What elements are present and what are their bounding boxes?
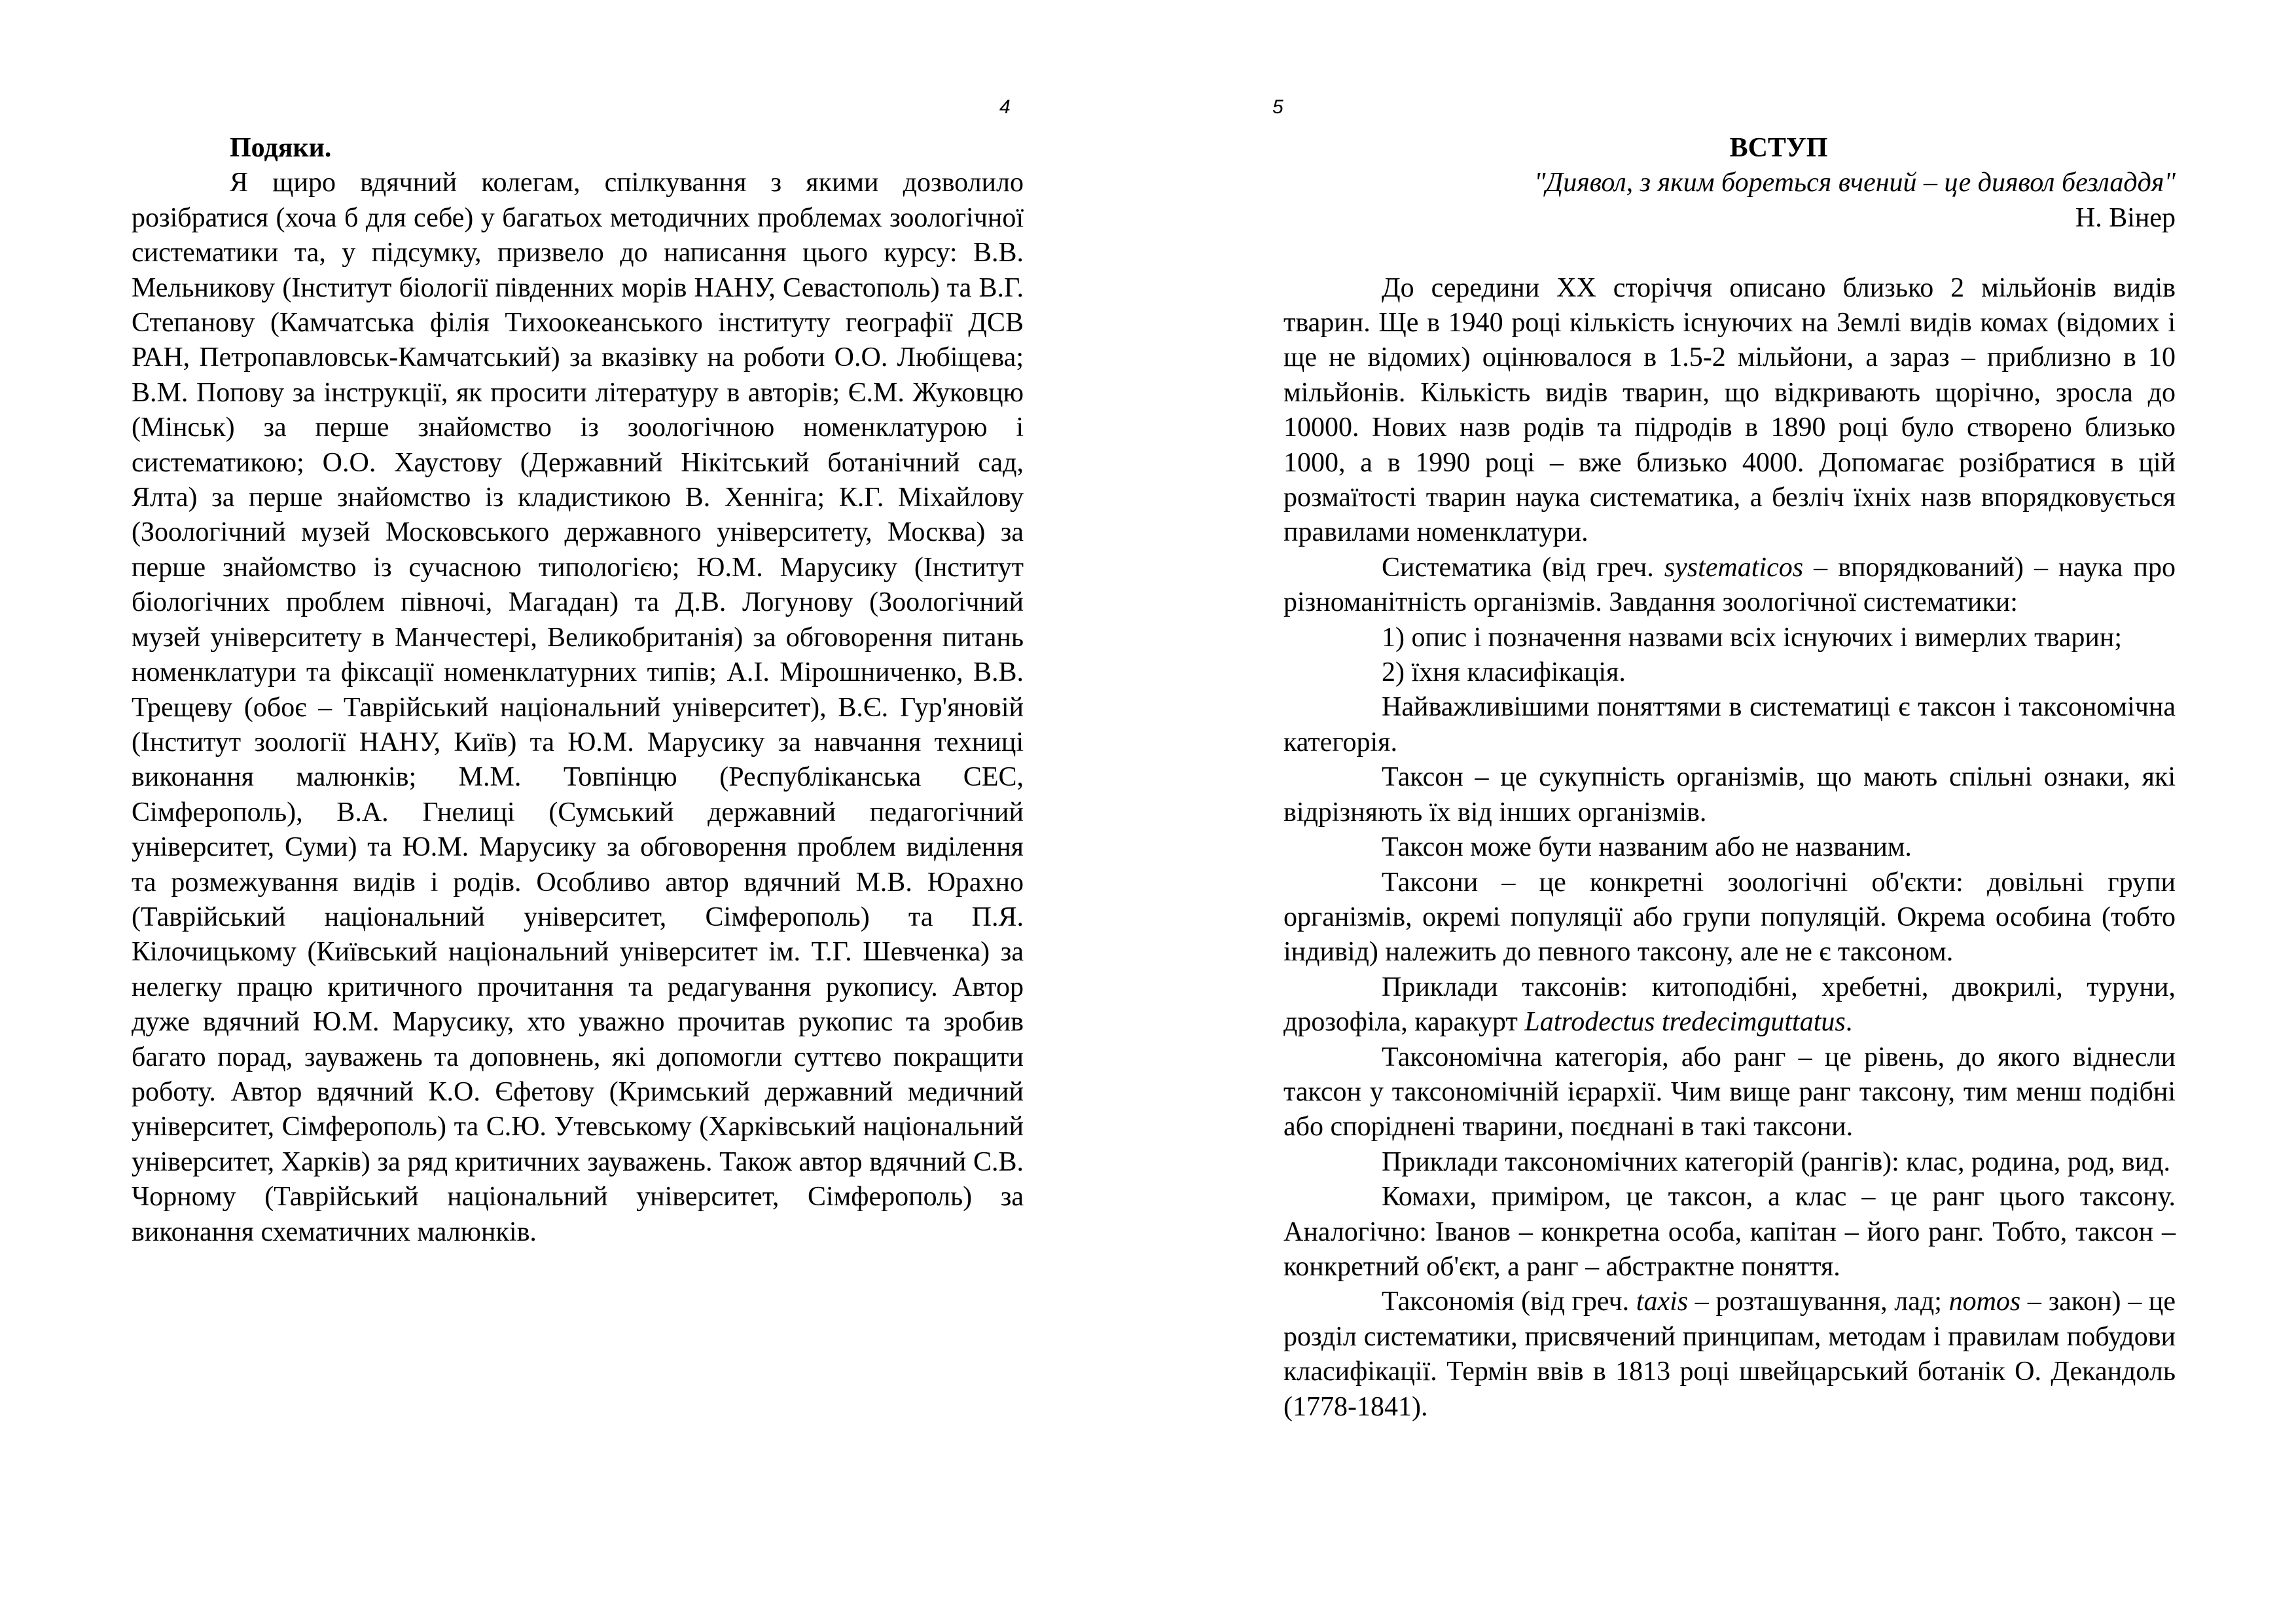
paragraph (1283, 1285, 2176, 1425)
latin-term: Latrodectus tredecimguttatus (1524, 1007, 1846, 1038)
section-heading: Подяки. (230, 133, 332, 163)
page-number: 5 (1272, 96, 1283, 118)
acknowledgements-paragraph: Я щиро вдячний колегам, спілкування з якими дозволило розібратися (хоча б для себе) у багатьох методичних проблемах зоологічної систематики та, у підсумку, призвело до написання цього курсу: В.В. Мельникову (Інститут біології південних морів НАНУ, Севастополь) та В.Г. Степанову (Камчатська філія Тихоокеанського інституту географії ДСВ РАН, Петропавловськ-Камчатський) за вказівку на роботи О.О. Любіщева; В.М. Попову за інструкції, як просити літературу в авторів; Є.М. Жуковцю (Мінськ) за перше знайомство із зоологічною номенклатурою і систематикою; О.О. Хаустову (Державний Нікітський ботанічний сад, Ялта) за перше знайомство із кладистикою В. Хенніга; К.Г. Міхайлову (Зоологічний музей Московського державного університету, Москва) за перше знайомство із сучасною типологією; Ю.М. Марусику (Інститут біологічних проблем півночі, Магадан) та Д.В. Логунову (Зоологічний музей університету в Манчестері, Великобританія) за обговорення питань номенклатури та фіксації номенклатурних типів; А.І. Мірошниченко, В.В. Трещеву (обоє – Таврійський національний університет), В.Є. Гур'яновій (Інститут зоології НАНУ, Київ) та Ю.М. Марусику за навчання техниці виконання малюнків; М.М. Товпінцю (Республіканська СЕС, Сімферополь), В.А. Гнелиці (Сумський державний педагогічний університет, Суми) та Ю.М. Марусику за обговорення проблем виділення та розмежування видів і родів. Особливо автор вдячний М.В. Юрахно (Таврійський національний університет, Сімферополь) та П.Я. Кілочицькому (Київський національний університет ім. Т.Г. Шевченка) за нелегку працю критичного прочитання та редагування рукопису. Автор дуже вдячний Ю.М. Марусику, хто уважно прочитав рукопис та зробив багато порад, зауважень та доповнень, які допомогли суттєво покращити роботу. Автор вдячний К.О. Єфетову (Кримський державний медичний університет, Сімферополь) та С.Ю. Утевському (Харківський національний університет, Харків) за ряд критичних зауважень. Також автор вдячний С.В. Чорному (Таврійський національний університет, Сімферополь) за виконання схематичних малюнків. (132, 168, 1024, 1247)
section-heading: ВСТУП (1729, 133, 1828, 163)
paragraph: Таксони – це конкретні зоологічні об'єкти: довільні групи організмів, окремі популяції або групи популяцій. Окрема особина (тобто індивід) належить до певного таксону, але не є таксоном. (1283, 867, 2176, 968)
paragraph: Таксон може бути названим або не названим. (1382, 832, 1912, 863)
paragraph: Найважливішими поняттями в систематиці є таксон і таксономічна категорія. (1283, 692, 2176, 757)
latin-term: nomos (1948, 1286, 2021, 1317)
text-run: Систематика (від греч. (1382, 552, 1664, 583)
paragraph: Таксономічна категорія, або ранг – це рівень, до якого віднесли таксон у таксономічній ієрархії. Чим вище ранг таксону, тим менш подібні або споріднені тварини, поєднані в такі таксони. (1283, 1042, 2176, 1142)
epigraph-quote: "Диявол, з яким бореться вчений – це диявол безладдя" (1534, 168, 2176, 198)
left-page (0, 0, 1139, 1623)
paragraph (1283, 970, 2176, 1040)
paragraph: Комахи, приміром, це таксон, а клас – це ранг цього таксону. Аналогічно: Іванов – конкретна особа, капітан – його ранг. Тобто, таксон – конкретний об'єкт, а ранг – абстрактне поняття. (1283, 1182, 2176, 1282)
paragraph: Таксон – це сукупність організмів, що мають спільні ознаки, які відрізняють їх від інших організмів. (1283, 762, 2176, 828)
page-number: 4 (999, 96, 1011, 118)
list-item: 1) опис і позначення назвами всіх існуючих і вимерлих тварин; (1382, 622, 2123, 653)
text-run: – впорядкований) – наука про різноманітність організмів. Завдання зоологічної систематики: (1283, 552, 2176, 618)
text-block (1283, 131, 2176, 1425)
list-item: 2) їхня класифікація. (1382, 657, 1626, 688)
spacer (1283, 236, 2176, 270)
text-run: – закон) – це розділ систематики, присвячений принципам, методам і правилам побудови класифікації. Термін ввів в 1813 році швейцарський ботанік О. Декандоль (1778-1841). (1283, 1286, 2176, 1422)
paragraph (1283, 551, 2176, 621)
text-run: . (1845, 1007, 1853, 1038)
paragraph: Приклади таксономічних категорій (рангів): клас, родина, род, вид. (1382, 1146, 2171, 1177)
right-page (1148, 0, 2287, 1623)
latin-term: taxis (1636, 1286, 1689, 1317)
text-run: Приклади таксонів: китоподібні, хребетні, двокрилі, туруни, дрозофіла, каракурт (1283, 972, 2176, 1038)
latin-term: systematicos (1664, 552, 1804, 583)
epigraph-author: Н. Вінер (2075, 202, 2176, 233)
paragraph: До середини XX сторіччя описано близько 2 мільйонів видів тварин. Ще в 1940 році кількість існуючих на Землі видів комах (відомих і ще не відомих) оцінювалося в 1.5-2 мільйони, а зараз – приблизно в 10 мільйонів. Кількість видів тварин, що відкривають щорічно, зросла до 10000. Нових назв родів та підродів в 1890 році було створено близько 1000, а в 1990 році – вже близько 4000. Допомагає розібратися в цій розмаїтості тварин наука систематика, а безліч їхніх назв впорядковується правилами номенклатури. (1283, 272, 2176, 548)
text-block (132, 131, 1024, 1250)
text-run: Таксономія (від греч. (1382, 1286, 1636, 1317)
text-run: – розташування, лад; (1688, 1286, 1949, 1317)
